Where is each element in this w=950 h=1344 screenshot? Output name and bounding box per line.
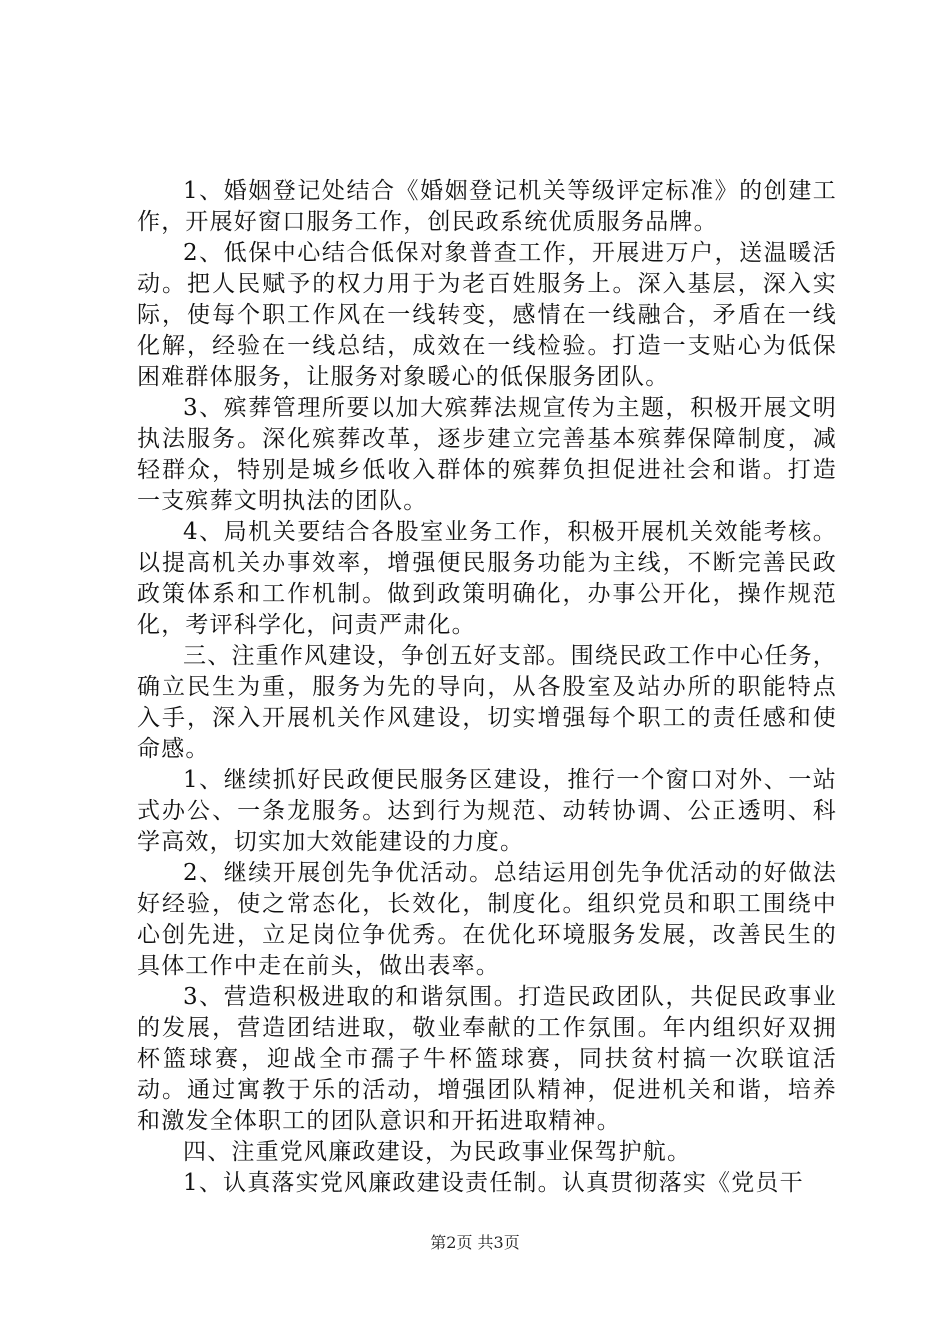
paragraph-funeral-management: 3、殡葬管理所要以加大殡葬法规宣传为主题，积极开展文明执法服务。深化殡葬改革，逐步建立完善基本殡葬保障制度，减轻群众，特别是城乡低收入群体的殡葬负担促进社会和谐。打造一支殡葬文明执法的团队。 xyxy=(137,395,837,514)
page-number-footer: 第2页 共3页 xyxy=(430,1233,520,1252)
paragraph-bureau-office: 4、局机关要结合各股室业务工作，积极开展机关效能考核。以提高机关办事效率，增强便民服务功能为主线，不断完善民政政策体系和工作机制。做到政策明确化，办事公开化，操作规范化，考评科学化，问责严肃化。 xyxy=(137,519,837,638)
paragraph-responsibility-system: 1、认真落实党风廉政建设责任制。认真贯彻落实《党员干 xyxy=(183,1170,804,1196)
paragraph-marriage-registration: 1、婚姻登记处结合《婚姻登记机关等级评定标准》的创建工作，开展好窗口服务工作，创民政系统优质服务品牌。 xyxy=(137,178,837,235)
paragraph-section-four: 四、注重党风廉政建设，为民政事业保驾护航。 xyxy=(183,1139,692,1165)
paragraph-excellence-activity: 2、继续开展创先争优活动。总结运用创先争优活动的好做法好经验，使之常态化，长效化，制度化。组织党员和职工围绕中心创先进，立足岗位争优秀。在优化环境服务发展，改善民生的具体工作中走在前头，做出表率。 xyxy=(137,860,837,979)
paragraph-harmony-atmosphere: 3、营造积极进取的和谐氛围。打造民政团队，共促民政事业的发展，营造团结进取，敬业奉献的工作氛围。年内组织好双拥杯篮球赛，迎战全市孺子牛杯篮球赛，同扶贫村搞一次联谊活动。通过寓教于乐的活动，增强团队精神，促进机关和谐，培养和激发全体职工的团队意识和开拓进取精神。 xyxy=(137,984,837,1134)
paragraph-low-income-center: 2、低保中心结合低保对象普查工作，开展进万户，送温暖活动。把人民赋予的权力用于为老百姓服务上。深入基层，深入实际，使每个职工作风在一线转变，感情在一线融合，矛盾在一线化解，经验在一线总结，成效在一线检验。打造一支贴心为低保困难群体服务，让服务对象暖心的低保服务团队。 xyxy=(137,240,837,390)
paragraph-section-three: 三、注重作风建设，争创五好支部。围绕民政工作中心任务，确立民生为重，服务为先的导向，从各股室及站办所的职能特点入手，深入开展机关作风建设，切实增强每个职工的责任感和使命感。 xyxy=(137,643,837,762)
paragraph-service-area: 1、继续抓好民政便民服务区建设，推行一个窗口对外、一站式办公、一条龙服务。达到行为规范、动转协调、公正透明、科学高效，切实加大效能建设的力度。 xyxy=(137,767,837,855)
document-body xyxy=(137,176,837,1199)
